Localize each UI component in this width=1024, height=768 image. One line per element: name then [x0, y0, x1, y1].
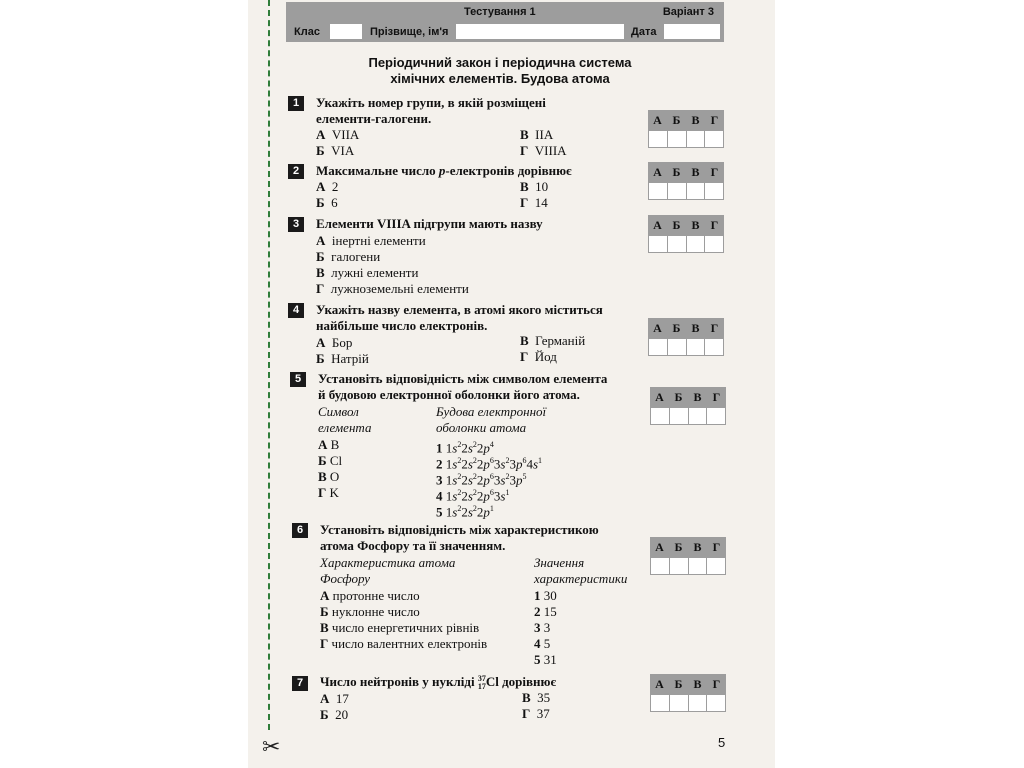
question-text: Елементи VIIIA підгрупи мають назву [316, 216, 543, 231]
option-letter: В [520, 333, 529, 348]
grid-label: А [653, 321, 662, 335]
answer-cell[interactable] [651, 408, 670, 424]
question-number: 6 [292, 523, 308, 538]
option-letter: А [320, 691, 330, 706]
option-value: VIIIA [534, 143, 567, 158]
cut-line [268, 0, 270, 730]
option-number: 4 [534, 636, 541, 651]
class-field[interactable] [330, 24, 362, 39]
option-letter: А [318, 437, 328, 452]
answer-cell[interactable] [668, 183, 687, 199]
option-letter: А [320, 588, 330, 603]
answer-grid[interactable] [648, 215, 724, 253]
column-header: Фосфору [320, 571, 371, 586]
option-letter: А [316, 233, 326, 248]
option-value: Cl [329, 453, 343, 468]
option-letter: Б [316, 351, 325, 366]
match-left-item [320, 620, 479, 636]
page-title [330, 55, 670, 87]
option-letter: Б [320, 604, 329, 619]
option [316, 249, 380, 265]
answer-cell[interactable] [649, 131, 668, 147]
match-right-item: 1 $1s^22s^22p^4$ [436, 440, 494, 456]
match-right-item: 2 $1s^22s^22p^63s^23p^64s^1$ [436, 456, 542, 472]
grid-label: Г [710, 321, 719, 335]
grid-label: Б [674, 390, 683, 404]
answer-cell[interactable] [705, 183, 723, 199]
grid-label: Б [674, 677, 683, 691]
grid-label: А [653, 113, 662, 127]
option-value: лужноземельні елементи [330, 281, 469, 296]
match-left-item [318, 469, 339, 485]
match-left-item [318, 485, 339, 501]
option-letter: А [316, 127, 326, 142]
question-text: й будовою електронної оболонки його атома. [318, 387, 580, 402]
option [316, 195, 338, 211]
option-letter: Г [520, 195, 529, 210]
option-value: Натрій [331, 351, 369, 366]
option-letter: Б [316, 195, 325, 210]
option-letter: Г [318, 485, 327, 500]
grid-label: В [691, 113, 700, 127]
option-value: K [329, 485, 339, 500]
option-value: B [330, 437, 340, 452]
page-number: 5 [718, 735, 726, 750]
answer-cell[interactable] [689, 695, 708, 711]
question-text: елементи-галогени. [316, 111, 432, 126]
question-number: 3 [288, 217, 304, 232]
grid-label: Б [674, 540, 683, 554]
grid-label: Г [712, 540, 721, 554]
question-text: найбільше число електронів. [316, 318, 488, 333]
variant-label: Варіант 3 [662, 6, 714, 18]
match-left-item [320, 604, 420, 620]
option-value: 2 [331, 179, 339, 194]
answer-cell[interactable] [705, 131, 723, 147]
question-text: Укажіть назву елемента, в атомі якого міститься [316, 302, 603, 317]
match-right-item: 4 $1s^22s^22p^63s^1$ [436, 488, 510, 504]
question-text [320, 674, 556, 691]
option [316, 179, 338, 195]
scissors-icon: ✂ [262, 735, 281, 760]
option-value: 31 [543, 652, 557, 667]
match-left-item [320, 636, 487, 652]
name-field[interactable] [456, 24, 624, 39]
option-value: Йод [534, 349, 557, 364]
question-text-part: Число нейтронів у нукліді [320, 674, 475, 689]
option [522, 706, 550, 722]
option [320, 707, 348, 723]
option [522, 690, 550, 706]
option [520, 195, 548, 211]
question-number: 7 [292, 676, 308, 691]
option-value: 5 [543, 636, 551, 651]
match-right-item [534, 604, 557, 620]
match-right-item [534, 588, 557, 604]
answer-cell[interactable] [668, 131, 687, 147]
question-number: 2 [288, 164, 304, 179]
option-letter: В [316, 265, 325, 280]
grid-label: Г [710, 113, 719, 127]
grid-label: А [653, 165, 662, 179]
answer-cell[interactable] [668, 339, 687, 355]
column-header: Символ [318, 404, 359, 419]
answer-cell[interactable] [670, 558, 689, 574]
answer-cell[interactable] [670, 408, 689, 424]
match-right-item [534, 636, 550, 652]
grid-label: В [693, 677, 702, 691]
question-number: 5 [290, 372, 306, 387]
test-header [286, 2, 724, 42]
option-letter: Г [520, 349, 529, 364]
title-line-1: Періодичний закон і періодична система [368, 55, 632, 70]
option-value: нуклонне число [331, 604, 420, 619]
answer-cell[interactable] [689, 558, 708, 574]
grid-label: Б [672, 113, 681, 127]
option-value: 15 [543, 604, 557, 619]
grid-label: В [691, 165, 700, 179]
option-letter: В [318, 469, 327, 484]
option [316, 143, 354, 159]
option-number: 2 [436, 456, 443, 472]
option-value: протонне число [332, 588, 420, 603]
question-text: атома Фосфору та її значенням. [320, 538, 506, 553]
answer-cell[interactable] [705, 339, 723, 355]
question-text-part: дорівнює [502, 674, 557, 689]
column-header: Значення [534, 555, 585, 570]
match-right-item: 5 $1s^22s^22p^1$ [436, 504, 494, 520]
answer-cell[interactable] [649, 339, 668, 355]
option-value: IIA [535, 127, 554, 142]
grid-label: Г [710, 218, 719, 232]
answer-cell[interactable] [687, 236, 706, 252]
answer-grid[interactable] [648, 162, 724, 200]
column-header: оболонки атома [436, 420, 527, 435]
option [520, 127, 553, 143]
option-letter: Б [316, 249, 325, 264]
answer-cell[interactable] [649, 236, 668, 252]
option-letter: В [320, 620, 329, 635]
option-value: 3 [543, 620, 551, 635]
option-letter: Г [522, 706, 531, 721]
title-line-2: хімічних елементів. Будова атома [390, 71, 610, 86]
grid-label: Г [710, 165, 719, 179]
option-number: 5 [436, 504, 443, 520]
answer-cell[interactable] [668, 236, 687, 252]
match-left-item [320, 588, 420, 604]
option-value: 17 [335, 691, 349, 706]
option [316, 281, 469, 297]
question-number: 1 [288, 96, 304, 111]
option-number: 2 [534, 604, 541, 619]
option-value: 10 [535, 179, 549, 194]
option [316, 265, 418, 281]
answer-cell[interactable] [689, 408, 708, 424]
option-value: 35 [537, 690, 551, 705]
option-letter: В [520, 127, 529, 142]
option-value: інертні елементи [331, 233, 426, 248]
option-letter: Б [318, 453, 327, 468]
option-letter: Г [316, 281, 325, 296]
option [320, 691, 349, 707]
option-number: 4 [436, 488, 443, 504]
option-letter: Б [316, 143, 325, 158]
option-value: VIIA [331, 127, 360, 142]
option [316, 233, 426, 249]
option-letter: А [316, 335, 326, 350]
grid-label: Б [672, 321, 681, 335]
question-text: Укажіть номер групи, в якій розміщені [316, 95, 546, 110]
answer-cell[interactable] [651, 695, 670, 711]
option-value: 14 [534, 195, 548, 210]
match-left-item [318, 437, 339, 453]
grid-label: Б [672, 218, 681, 232]
option-number: 3 [436, 472, 443, 488]
option [520, 349, 557, 365]
option-letter: В [520, 179, 529, 194]
answer-grid[interactable] [650, 674, 726, 712]
match-right-item: 3 $1s^22s^22p^63s^23p^5$ [436, 472, 527, 488]
element-symbol: Cl [485, 674, 499, 689]
option-letter: А [316, 179, 326, 194]
option [520, 179, 548, 195]
option-letter: Б [320, 707, 329, 722]
answer-cell[interactable] [687, 131, 706, 147]
match-right-item [534, 620, 550, 636]
question-text: Максимальне число p-електронів дорівнює [316, 163, 572, 178]
option [316, 335, 352, 351]
question-text: Установіть відповідність між характеристикою [320, 522, 599, 537]
grid-label: Г [712, 677, 721, 691]
option-value: VIA [331, 143, 355, 158]
option-value: лужні елементи [331, 265, 419, 280]
answer-grid[interactable] [650, 537, 726, 575]
option-number: 5 [534, 652, 541, 667]
option-value: 20 [335, 707, 349, 722]
option-letter: Г [520, 143, 529, 158]
option-value: 6 [331, 195, 338, 210]
match-right-item [534, 652, 557, 668]
nuclide-indices [478, 675, 486, 691]
answer-cell[interactable] [707, 558, 725, 574]
grid-label: А [655, 540, 664, 554]
answer-cell[interactable] [705, 236, 723, 252]
option-letter: Г [320, 636, 329, 651]
option [520, 333, 585, 349]
column-header: характеристики [534, 571, 628, 586]
option-value: число енергетичних рівнів [331, 620, 480, 635]
option-value: галогени [331, 249, 381, 264]
class-label: Клас [294, 26, 320, 38]
test-title: Тестування 1 [464, 6, 536, 18]
option-number: 1 [534, 588, 541, 603]
option [316, 351, 369, 367]
grid-label: В [691, 321, 700, 335]
option-value: Германій [535, 333, 586, 348]
question-number: 4 [288, 303, 304, 318]
answer-cell[interactable] [651, 558, 670, 574]
grid-label: В [691, 218, 700, 232]
question-text: Установіть відповідність між символом елемента [318, 371, 608, 386]
answer-cell[interactable] [649, 183, 668, 199]
option-value: O [329, 469, 340, 484]
option-number: 1 [436, 440, 443, 456]
answer-grid[interactable] [648, 110, 724, 148]
option-value: 30 [543, 588, 557, 603]
column-header: Будова електронної [436, 404, 547, 419]
answer-cell[interactable] [687, 339, 706, 355]
grid-label: А [655, 677, 664, 691]
option-letter: В [522, 690, 531, 705]
answer-cell[interactable] [670, 695, 689, 711]
grid-label: Г [712, 390, 721, 404]
date-label: Дата [631, 26, 657, 38]
option-value: Бор [331, 335, 353, 350]
grid-label: А [655, 390, 664, 404]
answer-grid[interactable] [650, 387, 726, 425]
option-value: число валентних електронів [331, 636, 488, 651]
option-value: 37 [536, 706, 550, 721]
answer-cell[interactable] [707, 408, 725, 424]
option [316, 127, 359, 143]
grid-label: В [693, 540, 702, 554]
date-field[interactable] [664, 24, 720, 39]
grid-label: В [693, 390, 702, 404]
atomic-number: 17 [477, 682, 486, 692]
answer-grid[interactable] [648, 318, 724, 356]
option [520, 143, 567, 159]
grid-label: А [653, 218, 662, 232]
answer-cell[interactable] [687, 183, 706, 199]
option-number: 3 [534, 620, 541, 635]
grid-label: Б [672, 165, 681, 179]
column-header: Характеристика атома [320, 555, 456, 570]
column-header: елемента [318, 420, 372, 435]
mass-number: 37 [477, 674, 486, 684]
match-left-item [318, 453, 342, 469]
name-label: Прізвище, ім'я [370, 26, 449, 38]
answer-cell[interactable] [707, 695, 725, 711]
